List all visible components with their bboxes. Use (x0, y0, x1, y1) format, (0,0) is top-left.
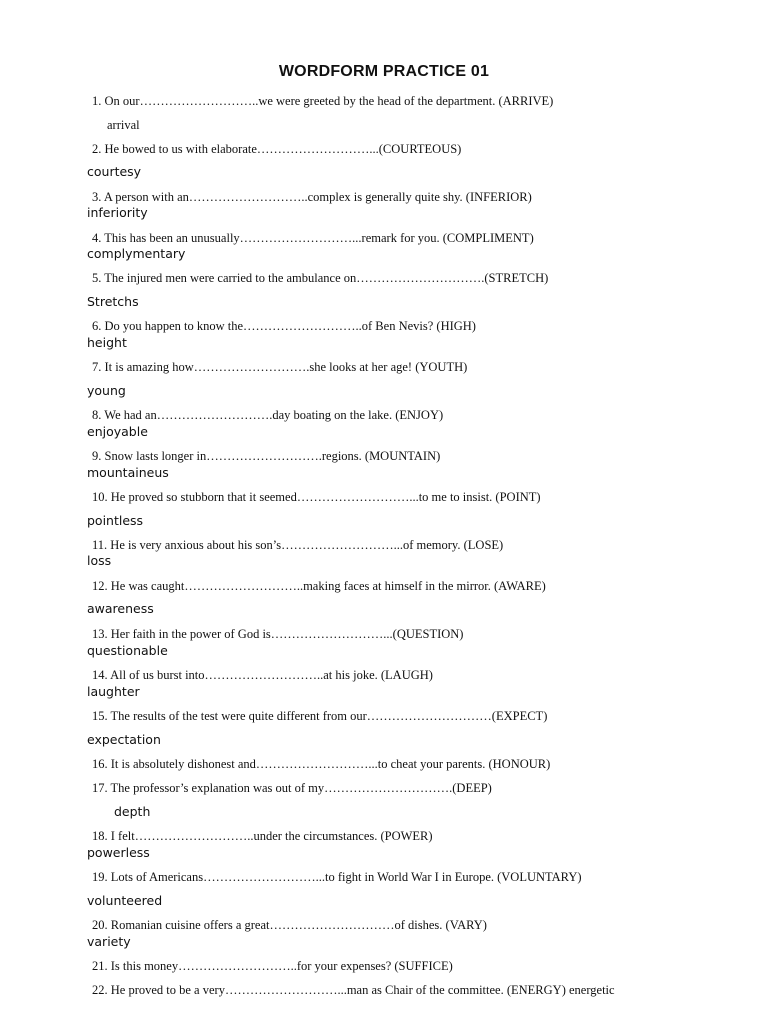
question-22 (92, 982, 615, 998)
question-7 (92, 359, 467, 375)
question-5 (92, 270, 548, 286)
question-text: He bowed to us with elaborate………………………...(COURTEOUS) (104, 142, 462, 156)
question-number: 18. (92, 829, 108, 843)
question-number: 8. (92, 408, 102, 422)
question-12 (92, 578, 546, 594)
question-number: 19. (92, 870, 108, 884)
question-17 (92, 780, 492, 796)
question-text: Her faith in the power of God is………………………...(QUESTION) (110, 627, 464, 641)
question-text: He was caught………………………..making faces at himself in the mirror. (AWARE) (110, 579, 546, 593)
question-text: We had an……………………….day boating on the lake. (ENJOY) (104, 408, 444, 422)
question-number: 22. (92, 983, 108, 997)
question-text: Lots of Americans………………………...to fight in World War I in Europe. (VOLUNTARY) (110, 870, 582, 884)
question-3 (92, 189, 532, 205)
question-text: He proved so stubborn that it seemed………………………...to me to insist. (POINT) (110, 490, 541, 504)
question-text: On our………………………..we were greeted by the head of the department. (ARRIVE) (104, 94, 554, 108)
question-10 (92, 489, 541, 505)
answer-10: pointless (87, 513, 144, 528)
question-text: It is absolutely dishonest and………………………...to cheat your parents. (HONOUR) (110, 757, 551, 771)
question-11 (92, 537, 503, 553)
question-21 (92, 958, 453, 974)
question-number: 10. (92, 490, 108, 504)
question-number: 9. (92, 449, 102, 463)
question-18 (92, 828, 433, 844)
question-number: 3. (92, 190, 102, 204)
question-19 (92, 869, 582, 885)
question-number: 21. (92, 959, 108, 973)
question-number: 12. (92, 579, 108, 593)
question-number: 6. (92, 319, 102, 333)
answer-9: mountaineus (87, 465, 169, 480)
question-16 (92, 756, 550, 772)
question-14 (92, 667, 433, 683)
question-number: 15. (92, 709, 108, 723)
answer-15: expectation (87, 732, 161, 747)
question-number: 7. (92, 360, 102, 374)
answer-19: volunteered (87, 893, 163, 908)
question-number: 14. (92, 668, 108, 682)
question-15 (92, 708, 547, 724)
answer-13: questionable (87, 643, 168, 658)
question-text: He is very anxious about his son’s………………………...of memory. (LOSE) (110, 538, 504, 552)
question-text: Is this money………………………..for your expenses? (SUFFICE) (110, 959, 453, 973)
question-number: 1. (92, 94, 102, 108)
question-text: The injured men were carried to the ambulance on………………………….(STRETCH) (104, 271, 549, 285)
answer-22: energetic (568, 983, 615, 997)
question-4 (92, 230, 534, 246)
question-number: 16. (92, 757, 108, 771)
question-9 (92, 448, 440, 464)
question-number: 4. (92, 231, 102, 245)
question-number: 17. (92, 781, 108, 795)
question-8 (92, 407, 443, 423)
answer-5: Stretchs (87, 294, 139, 309)
answer-18: powerless (87, 845, 150, 860)
question-text: Romanian cuisine offers a great…………………………of dishes. (VARY) (110, 918, 487, 932)
question-text: Snow lasts longer in……………………….regions. (MOUNTAIN) (104, 449, 441, 463)
question-text: All of us burst into………………………..at his joke. (LAUGH) (110, 668, 433, 682)
question-text: This has been an unusually………………………...remark for you. (COMPLIMENT) (104, 231, 534, 245)
answer-2: courtesy (87, 164, 142, 179)
answer-3: inferiority (87, 205, 148, 220)
question-text: A person with an………………………..complex is generally quite shy. (INFERIOR) (103, 190, 532, 204)
question-text: He proved to be a very………………………...man as Chair of the committee. (ENERGY) (110, 983, 566, 997)
question-number: 11. (92, 538, 108, 552)
answer-11: loss (87, 553, 112, 568)
question-number: 13. (92, 627, 108, 641)
answer-8: enjoyable (87, 424, 148, 439)
answer-12: awareness (87, 601, 154, 616)
answer-4: complymentary (87, 246, 186, 261)
question-2 (92, 141, 461, 157)
question-1 (92, 93, 553, 109)
answer-20: variety (87, 934, 131, 949)
question-13 (92, 626, 463, 642)
question-text: The professor’s explanation was out of my………………………….(DEEP) (110, 781, 492, 795)
question-number: 20. (92, 918, 108, 932)
question-text: It is amazing how……………………….she looks at her age! (YOUTH) (104, 360, 468, 374)
question-number: 2. (92, 142, 102, 156)
answer-7: young (87, 383, 126, 398)
page-title: WORDFORM PRACTICE 01 (278, 63, 490, 80)
question-number: 5. (92, 271, 102, 285)
question-text: Do you happen to know the………………………..of Ben Nevis? (HIGH) (104, 319, 476, 333)
question-6 (92, 318, 476, 334)
answer-14: laughter (87, 684, 140, 699)
answer-1: arrival (107, 118, 140, 132)
question-20 (92, 917, 487, 933)
question-text: The results of the test were quite different from our…………………………(EXPECT) (110, 709, 548, 723)
answer-17: depth (114, 804, 151, 819)
answer-6: height (87, 335, 127, 350)
question-text: I felt………………………..under the circumstances. (POWER) (110, 829, 433, 843)
